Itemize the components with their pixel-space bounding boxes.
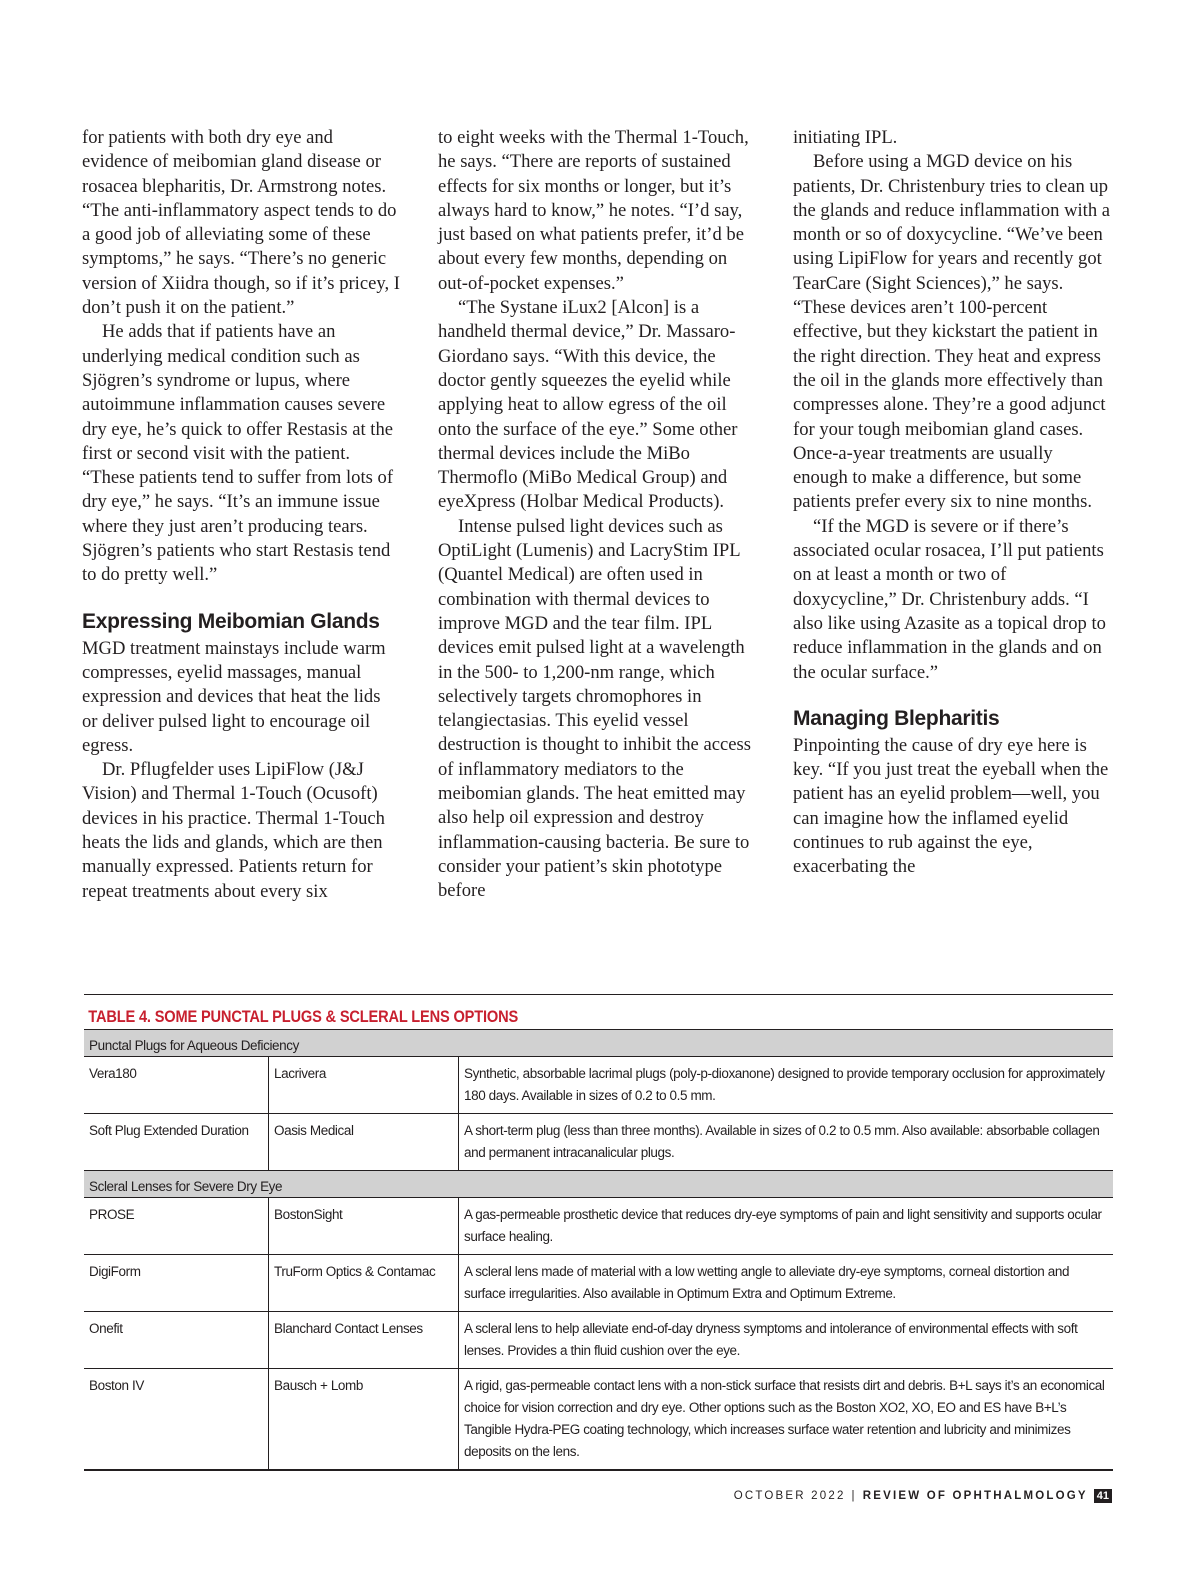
table-row bbox=[84, 1198, 1113, 1255]
options-table bbox=[84, 1029, 1113, 1471]
manufacturer: TruForm Optics & Contamac bbox=[269, 1255, 459, 1312]
table-row bbox=[84, 1369, 1113, 1471]
product-name: Boston IV bbox=[84, 1369, 269, 1471]
paragraph: He adds that if patients have an underlying medical condition such as Sjögren’s syndrome or lupus, where autoimmune inflammation causes severe dry eye, he’s quick to offer Restasis at the first or second visit with the patient. “These patients tend to suffer from lots of dry eye,” he says. “It’s an immune issue where they just aren’t producing tears. Sjögren’s patients who start Restasis tend to do pretty well.” bbox=[82, 321, 394, 586]
paragraph: “If the MGD is severe or if there’s associated ocular rosacea, I’ll put patients on at least a month or two of doxycycline,” Dr. Christenbury adds. “I also like using Azasite as a topical drop to reduce inflammation in the glands and on the ocular surface.” bbox=[793, 515, 1106, 683]
section-heading: Managing Blepharitis bbox=[793, 706, 1000, 730]
table-section-row bbox=[84, 1171, 1113, 1198]
manufacturer: Oasis Medical bbox=[269, 1114, 459, 1171]
article-column-2 bbox=[438, 126, 756, 904]
section-heading: Expressing Meibomian Glands bbox=[82, 609, 380, 633]
paragraph: for patients with both dry eye and evidence of meibomian gland disease or rosacea blepharitis, Dr. Armstrong notes. “The anti-inflammatory aspect tends to do a good job of alleviating some of these symptoms,” he says. “There’s no generic version of Xiidra though, so if it’s pricey, I don’t push it on the patient.” bbox=[82, 127, 400, 319]
table-row bbox=[84, 1057, 1113, 1114]
paragraph: Before using a MGD device on his patients, Dr. Christenbury tries to clean up the glands and reduce inflammation with a month or so of doxycycline. “We’ve been using LipiFlow for years and recently got TearCare (Sight Sciences),” he says. “These devices aren’t 100-percent effective, but they kickstart the patient in the right direction. They heat and express the oil in the glands more effectively than compresses alone. They’re a good adjunct for your tough meibomian gland cases. Once-a-year treatments are usually enough to make a difference, but some patients prefer every six to nine months. bbox=[793, 151, 1111, 513]
article-column-1 bbox=[82, 126, 400, 904]
section-label: Punctal Plugs for Aqueous Deficiency bbox=[84, 1030, 1113, 1057]
product-name: PROSE bbox=[84, 1198, 269, 1255]
paragraph: “The Systane iLux2 [Alcon] is a handheld thermal device,” Dr. Massaro-Giordano says. “With this device, the doctor gently squeezes the eyelid while applying heat to allow egress of the oil onto the surface of the eye.” Some other thermal devices include the MiBo Thermoflo (MiBo Medical Group) and eyeXpress (Holbar Medical Products). bbox=[438, 297, 738, 513]
manufacturer: Lacrivera bbox=[269, 1057, 459, 1114]
description: A gas-permeable prosthetic device that reduces dry-eye symptoms of pain and light sensitivity and supports ocular surface healing. bbox=[459, 1198, 1114, 1255]
paragraph: Intense pulsed light devices such as OptiLight (Lumenis) and LacryStim IPL (Quantel Medical) are often used in combination with thermal devices to improve MGD and the tear film. IPL devices emit pulsed light at a wavelength in the 500- to 1,200-nm range, which selectively targets chromophores in telangiectasias. This eyelid vessel destruction is thought to inhibit the access of inflammatory mediators to the meibomian glands. The heat emitted may also help oil expression and destroy inflammation-causing bacteria. Be sure to consider your patient’s skin phototype before bbox=[438, 515, 751, 902]
table-row bbox=[84, 1114, 1113, 1171]
table-title: TABLE 4. SOME PUNCTAL PLUGS & SCLERAL LENS OPTIONS bbox=[88, 1007, 519, 1026]
product-name: Vera180 bbox=[84, 1057, 269, 1114]
table-row bbox=[84, 1255, 1113, 1312]
description: A short-term plug (less than three months). Available in sizes of 0.2 to 0.5 mm. Also available: absorbable collagen and permanent intracanalicular plugs. bbox=[459, 1114, 1114, 1171]
paragraph: Dr. Pflugfelder uses LipiFlow (J&J Vision) and Thermal 1-Touch (Ocusoft) devices in his practice. Thermal 1-Touch heats the lids and glands, which are then manually expressed. Patients return for repeat treatments about every six bbox=[82, 759, 385, 902]
description: Synthetic, absorbable lacrimal plugs (poly-p-dioxanone) designed to provide temporary occlusion for approximately 180 days. Available in sizes of 0.2 to 0.5 mm. bbox=[459, 1057, 1114, 1114]
description: A scleral lens made of material with a low wetting angle to alleviate dry-eye symptoms, corneal distortion and surface irregularities. Also available in Optimum Extra and Optimum Extreme. bbox=[459, 1255, 1114, 1312]
table-section-row bbox=[84, 1030, 1113, 1057]
paragraph: initiating IPL. bbox=[793, 127, 898, 148]
issue-date: OCTOBER 2022 bbox=[733, 1490, 846, 1502]
product-name: Soft Plug Extended Duration bbox=[84, 1114, 269, 1171]
table-row bbox=[84, 1312, 1113, 1369]
manufacturer: Blanchard Contact Lenses bbox=[269, 1312, 459, 1369]
paragraph: Pinpointing the cause of dry eye here is key. “If you just treat the eyeball when the patient has an eyelid problem—well, you can imagine how the inflamed eyelid continues to rub against the eye, exacerbating the bbox=[793, 734, 1109, 878]
description: A scleral lens to help alleviate end-of-day dryness symptoms and intolerance of environmental effects with soft lenses. Provides a thin fluid cushion over the eye. bbox=[459, 1312, 1114, 1369]
product-name: Onefit bbox=[84, 1312, 269, 1369]
options-table-block bbox=[84, 994, 1113, 1471]
page-number: 41 bbox=[1094, 1489, 1112, 1503]
manufacturer: BostonSight bbox=[269, 1198, 459, 1255]
paragraph: to eight weeks with the Thermal 1-Touch, he says. “There are reports of sustained effects for six months or longer, but it’s always hard to know,” he notes. “I’d say, just based on what patients prefer, it’d be about every few months, depending on out-of-pocket expenses.” bbox=[438, 127, 749, 294]
page-footer bbox=[734, 1489, 1112, 1503]
paragraph: MGD treatment mainstays include warm compresses, eyelid massages, manual expression and devices that heat the lids or deliver pulsed light to encourage oil egress. bbox=[82, 637, 386, 756]
article-column-3 bbox=[793, 126, 1111, 880]
product-name: DigiForm bbox=[84, 1255, 269, 1312]
description: A rigid, gas-permeable contact lens with a non-stick surface that resists dirt and debris. B+L says it’s an economical choice for vision correction and dry eye. Other options such as the Boston XO2, XO, EO and ES have B+L’s Tangible Hydra-PEG coating technology, which increases surface water retention and lubricity and minimizes deposits on the lens. bbox=[459, 1369, 1114, 1471]
footer-separator: | bbox=[851, 1490, 857, 1502]
magazine-name: REVIEW OF OPHTHALMOLOGY bbox=[862, 1490, 1088, 1502]
manufacturer: Bausch + Lomb bbox=[269, 1369, 459, 1471]
section-label: Scleral Lenses for Severe Dry Eye bbox=[84, 1171, 1113, 1198]
